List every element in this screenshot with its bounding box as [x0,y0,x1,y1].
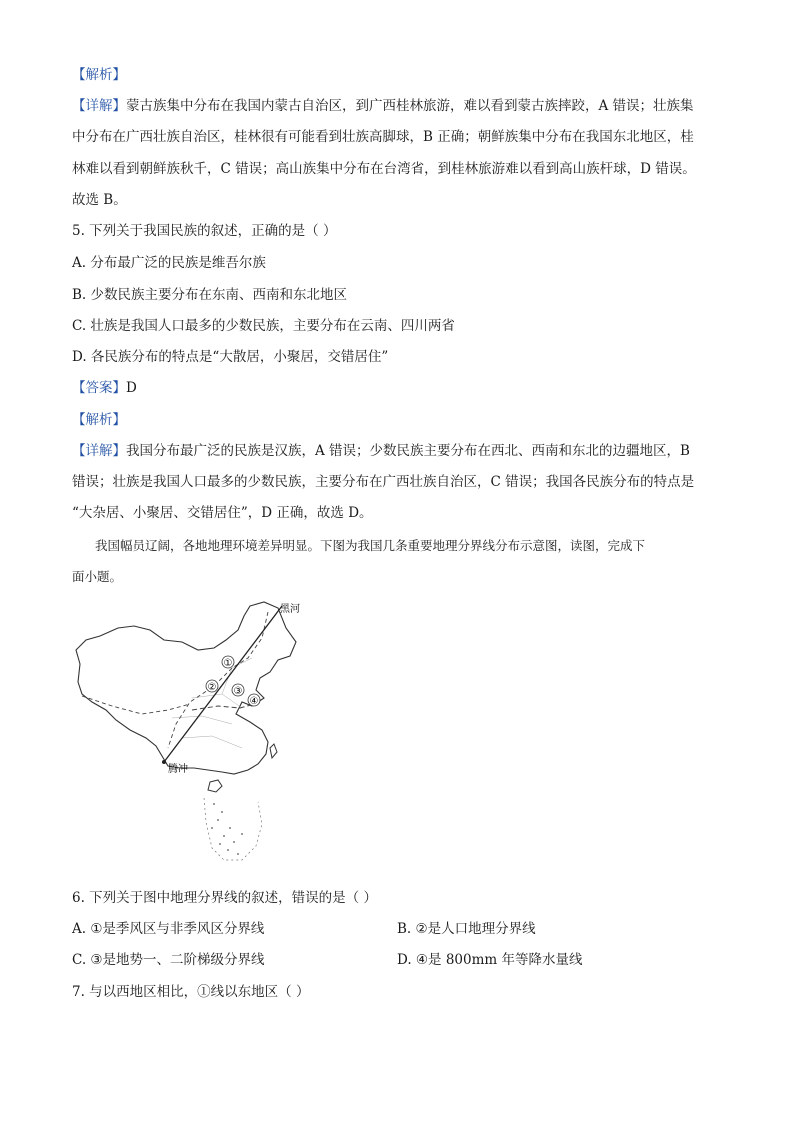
label-heihe: 黑河 [280,604,300,615]
q6-option-c: C. ③是地势一、二阶梯级分界线 [72,952,265,968]
detail-line: 【详解】蒙古族集中分布在我国内蒙古自治区，到广西桂林旅游，难以看到蒙古族摔跤，A 错误；壮族集 [72,98,694,114]
tengchong-point [162,760,166,764]
taiwan-island [270,744,277,758]
detail-line: 【详解】我国分布最广泛的民族是汉族，A 错误；少数民族主要分布在西北、西南和东北的边疆地区，B [72,443,690,459]
q5-option-d: D. 各民族分布的特点是“大散居，小聚居，交错居住” [72,349,389,365]
china-outline [76,602,296,774]
detail-tag: 【详解】 [72,443,126,459]
intro-line: 我国幅员辽阔，各地地理环境差异明显。下图为我国几条重要地理分界线分布示意图，读图，完成下 [95,538,646,553]
question-5-stem: 5. 下列关于我国民族的叙述，正确的是（ ） [72,223,337,239]
q5-option-a: A. 分布最广泛的民族是维吾尔族 [72,255,266,271]
boundary-line-1 [168,612,268,748]
answer-line [72,379,732,397]
south-sea-boundary [204,798,262,860]
analysis-tag: 【解析】 [72,67,126,83]
marker-3: ③ [233,686,243,697]
analysis-tag: 【解析】 [72,412,126,428]
intro-line: 面小题。 [72,569,123,584]
detail-line: “大杂居、小聚居、交错居住”，D 正确，故选 D。 [72,505,373,521]
answer-value: D [126,380,137,396]
detail-line: 故选 B。 [72,192,127,208]
q6-option-a: A. ①是季风区与非季风区分界线 [72,921,265,937]
detail-line: 中分布在广西壮族自治区，桂林很有可能看到壮族高脚球，B 正确；朝鲜族集中分布在我国东北地区，桂 [72,129,694,145]
answer-tag: 【答案】 [72,380,126,396]
question-7-stem: 7. 与以西地区相比，①线以东地区（ ） [72,984,310,1000]
marker-1: ① [223,658,233,669]
detail-tag: 【详解】 [72,98,126,114]
q6-option-b: B. ②是人口地理分界线 [397,921,536,937]
q6-option-d: D. ④是 800mm 年等降水量线 [397,952,583,968]
hainan-island [208,780,222,792]
marker-2: ② [207,682,217,693]
q5-option-c: C. 壮族是我国人口最多的少数民族，主要分布在云南、四川两省 [72,318,455,334]
label-tengchong: 腾冲 [168,764,188,775]
q5-option-b: B. 少数民族主要分布在东南、西南和东北地区 [72,287,348,303]
south-sea-islands [211,803,243,855]
boundary-line-2-heihe-tengchong [164,606,282,762]
detail-line: 林难以看到朝鲜族秋千，C 错误；高山族集中分布在台湾省，到桂林旅游难以看到高山族杆球，D 错误。 [72,161,696,177]
detail-line: 错误；壮族是我国人口最多的少数民族，主要分布在广西壮族自治区，C 错误；我国各民族分布的特点是 [72,474,695,490]
china-boundary-map [72,598,372,868]
marker-4: ④ [249,696,259,707]
question-6-stem: 6. 下列关于图中地理分界线的叙述，错误的是（ ） [72,890,377,906]
